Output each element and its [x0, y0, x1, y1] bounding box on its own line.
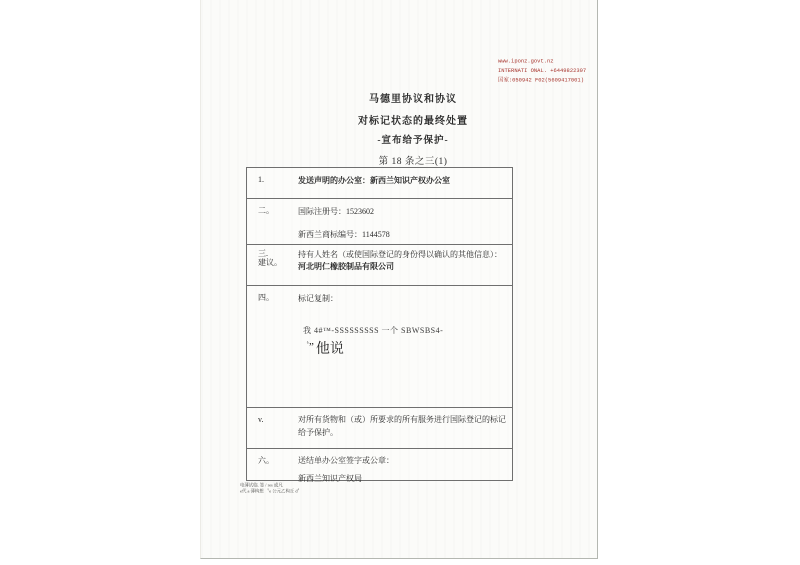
row-3-label-line2: 建议。 — [258, 258, 282, 267]
form-row-5 — [247, 408, 512, 449]
footnote-line-2: e代 a 薄构想 〝e 公元乙构丘 d〞 — [240, 488, 302, 494]
document-scan-page — [200, 0, 598, 559]
doc-title: 马德里协议和协议 — [369, 94, 457, 105]
form-table — [246, 167, 513, 481]
mark-reproduction-caption: 标记复制： — [298, 294, 338, 303]
form-row-6 — [247, 449, 512, 482]
mark-cjk-text: 他说 — [315, 342, 344, 357]
mark-reproduction-area — [303, 325, 506, 358]
article-reference-line: 第 18 条之三(1) — [378, 157, 448, 167]
protection-scope-line: 对所有货物和（或）所要求的所有服务进行国际登记的标记给予保护。 — [298, 415, 506, 437]
holder-name-value: 河北明仁橡胶制品有限公司 — [298, 262, 394, 271]
row-5-label: v. — [258, 415, 264, 424]
mark-quote-small: 〝 — [303, 343, 310, 349]
row-4-label: 四。 — [258, 293, 274, 302]
row-2-label: 二。 — [258, 206, 274, 215]
holder-name-caption: 持有人姓名（或使国际登记的身份得以确认的其他信息）： — [298, 250, 502, 259]
form-row-2 — [247, 199, 512, 245]
row-3-label-line1: 三. — [258, 249, 268, 258]
signature-caption: 送结单办公室签字或公章： — [298, 456, 394, 465]
row-6-label: 六。 — [258, 456, 274, 465]
protection-declaration-line: -宣布给予保护- — [377, 136, 449, 146]
footnote-line-1: 电薄试临. 签 / res 或凡 — [240, 482, 283, 488]
row-2-content — [298, 199, 512, 244]
row-4-content — [298, 286, 512, 407]
row-3-content — [298, 245, 512, 285]
contact-website: www.iponz.govt.nz — [498, 58, 554, 65]
form-row-1 — [247, 168, 512, 199]
row-6-content — [298, 449, 512, 482]
form-row-4 — [247, 286, 512, 408]
row-1-label: 1. — [258, 175, 264, 184]
doc-subtitle: 对标记状态的最终处置 — [358, 116, 468, 127]
contact-info-block — [498, 57, 586, 86]
intl-registration-number: 国际注册号：1523602 — [298, 207, 374, 216]
nz-trademark-number: 新西兰商标编号：1144578 — [298, 230, 390, 239]
mark-cjk-line — [303, 338, 506, 358]
footnote-block — [240, 482, 302, 494]
contact-fax: 国家:050942 F02(5609417001) — [498, 77, 584, 84]
sending-office-line: 发送声明的办公室：新西兰知识产权办公室 — [298, 176, 450, 185]
form-row-3 — [247, 245, 512, 286]
issuing-office-name: 新西兰知识产权局 — [298, 474, 362, 483]
row-3-label — [247, 245, 298, 285]
contact-phone: INTERNATI ONAL. +6449822307 — [498, 67, 587, 74]
mark-text-line: 我 4#™-SSSSSSSSS 一个 SBWSBS4- — [303, 326, 444, 335]
mark-quote-big: ” — [309, 341, 314, 353]
